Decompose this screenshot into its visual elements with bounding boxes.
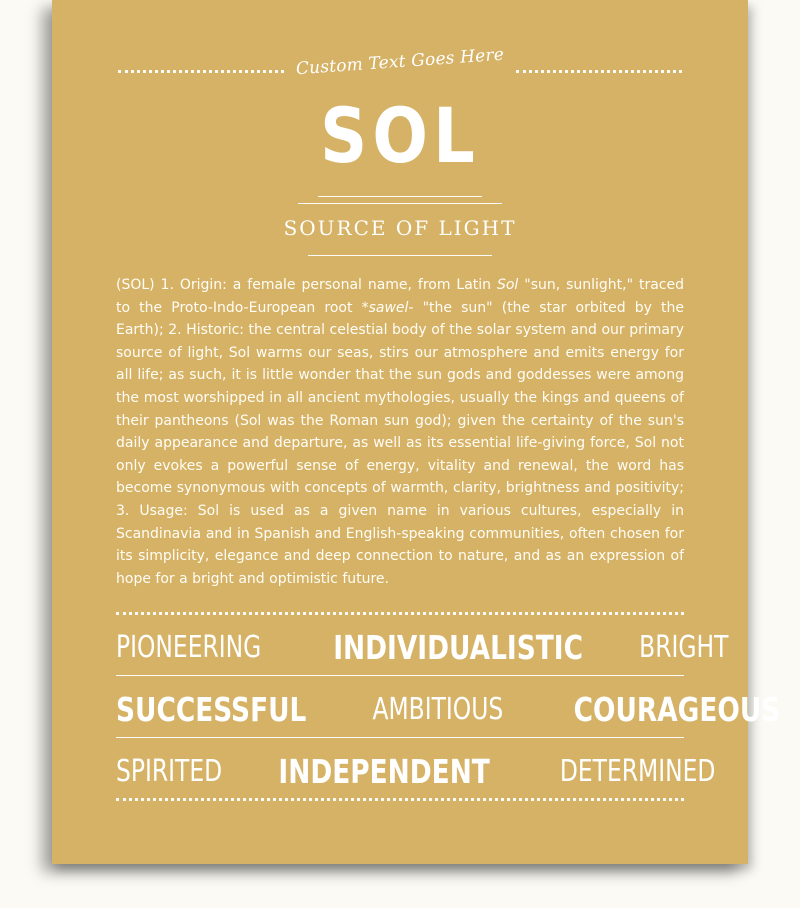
trait-word: SPIRITED xyxy=(116,753,223,789)
name-title: SOL xyxy=(320,91,480,180)
title-rule-lower xyxy=(298,203,502,204)
custom-text: Custom Text Goes Here xyxy=(295,44,505,80)
name-poster xyxy=(52,0,780,864)
title-rule-upper xyxy=(318,196,482,197)
header-dotted-rule-left xyxy=(118,70,284,73)
name-definition xyxy=(116,274,684,590)
trait-word: INDEPENDENT xyxy=(278,751,490,791)
definition-root-word: *sawel- xyxy=(361,299,414,316)
trait-word: AMBITIOUS xyxy=(372,691,504,727)
trait-word: DETERMINED xyxy=(560,753,716,789)
trait-word: SUCCESSFUL xyxy=(116,689,307,729)
definition-latin-word: Sol xyxy=(496,277,519,293)
traits-row-2 xyxy=(116,684,780,734)
traits-row-1 xyxy=(116,622,729,672)
traits-rule-1 xyxy=(116,675,684,676)
definition-intro: (SOL) 1. Origin: a female personal name, from Latin xyxy=(116,277,497,293)
definition-rest: "the sun" (the star orbited by the Earth); 2. Historic: the central celestial body of the solar system and our primary source of light, Sol warms our seas, stirs our atmosphere and emits energy for all life; as such, it is little wonder that the sun gods and goddesses were among the most worshipped in all ancient mythologies, usually the kings and queens of their pantheons (Sol was the Roman sun god); given the certainty of the sun's daily appearance and departure, as well as its essential life-giving force, Sol not only evokes a powerful sense of energy, vitality and renewal, the word has become synonymous with concepts of warmth, clarity, brightness and positivity; 3. Usage: Sol is used as a given name in various cultures, especially in Scandinavia and in Spanish and English-speaking communities, often chosen for its simplicity, elegance and deep connection to nature, and as an expression of hope for a bright and optimistic future. xyxy=(116,299,684,587)
traits-dotted-rule-bottom xyxy=(116,798,684,801)
name-meaning: SOURCE OF LIGHT xyxy=(283,216,517,240)
traits-row-3 xyxy=(116,746,716,796)
header-dotted-rule-right xyxy=(516,70,682,73)
traits-dotted-rule-top xyxy=(116,612,684,615)
trait-word: INDIVIDUALISTIC xyxy=(333,627,584,667)
trait-word: COURAGEOUS xyxy=(573,689,780,729)
trait-word: BRIGHT xyxy=(639,629,729,665)
traits-rule-2 xyxy=(116,737,684,738)
definition-after-latin: "sun, sunlight," traced to the Proto-Indo-European root xyxy=(116,277,685,316)
trait-word: PIONEERING xyxy=(116,629,262,665)
subtitle-rule xyxy=(308,255,492,256)
